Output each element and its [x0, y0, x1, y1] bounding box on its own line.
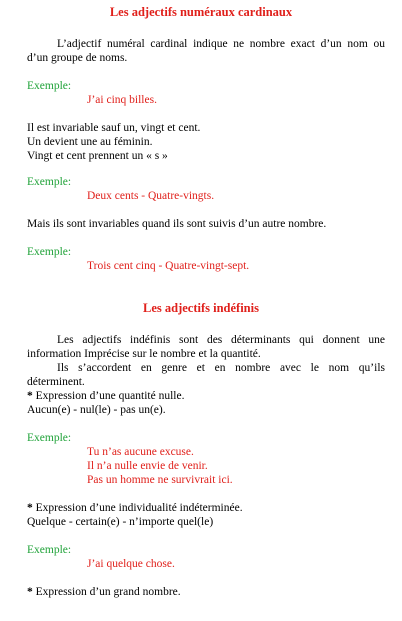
example-label: Exemple: — [27, 246, 72, 258]
rule-line: Mais ils sont invariables quand ils sont suivis d’un autre nombre. — [27, 218, 327, 230]
bullet-asterisk-icon: * — [27, 586, 33, 598]
example-text: Pas un homme ne survivrait ici. — [87, 474, 233, 486]
rule-line: Vingt et cent prennent un « s » — [27, 150, 168, 162]
example-text: J’ai cinq billes. — [87, 94, 157, 106]
bullet-text: Expression d’un grand nombre. — [35, 586, 181, 598]
rule-line: Il est invariable sauf un, vingt et cent. — [27, 122, 201, 134]
example-label: Exemple: — [27, 176, 72, 188]
bullet-asterisk-icon: * — [27, 502, 33, 514]
bullet-text: Expression d’une quantité nulle. — [35, 390, 185, 402]
bullet-item — [27, 502, 243, 515]
bullet-item — [27, 586, 181, 599]
example-text: J’ai quelque chose. — [87, 558, 175, 570]
word-list: Quelque - certain(e) - n’importe quel(le) — [27, 516, 214, 528]
bullet-item — [27, 390, 184, 403]
example-label: Exemple: — [27, 80, 72, 92]
example-text: Trois cent cinq - Quatre-vingt-sept. — [87, 260, 250, 272]
example-label: Exemple: — [27, 432, 72, 444]
word-list: Aucun(e) - nul(le) - pas un(e). — [27, 404, 166, 416]
example-text: Deux cents - Quatre-vingts. — [87, 190, 215, 202]
example-text: Il n’a nulle envie de venir. — [87, 460, 208, 472]
bullet-asterisk-icon: * — [27, 390, 33, 402]
section-title-indefinis: Les adjectifs indéfinis — [143, 301, 259, 315]
bullet-text: Expression d’une individualité indéterminée. — [35, 502, 243, 514]
intro-line-2: d’un groupe de noms. — [27, 52, 128, 64]
rule-line: Un devient une au féminin. — [27, 136, 153, 148]
intro-line-1: L’adjectif numéral cardinal indique ne nombre exact d’un nom ou — [57, 38, 385, 50]
example-label: Exemple: — [27, 544, 72, 556]
paragraph-line: Ils s’accordent en genre et en nombre avec le nom qu’ils — [57, 362, 385, 374]
example-text: Tu n’as aucune excuse. — [87, 446, 194, 458]
paragraph-line: information Imprécise sur le nombre et la quantité. — [27, 348, 261, 360]
paragraph-line: déterminent. — [27, 376, 85, 388]
paragraph-line: Les adjectifs indéfinis sont des déterminants qui donnent une — [57, 334, 385, 346]
section-title-cardinaux: Les adjectifs numéraux cardinaux — [109, 5, 293, 19]
